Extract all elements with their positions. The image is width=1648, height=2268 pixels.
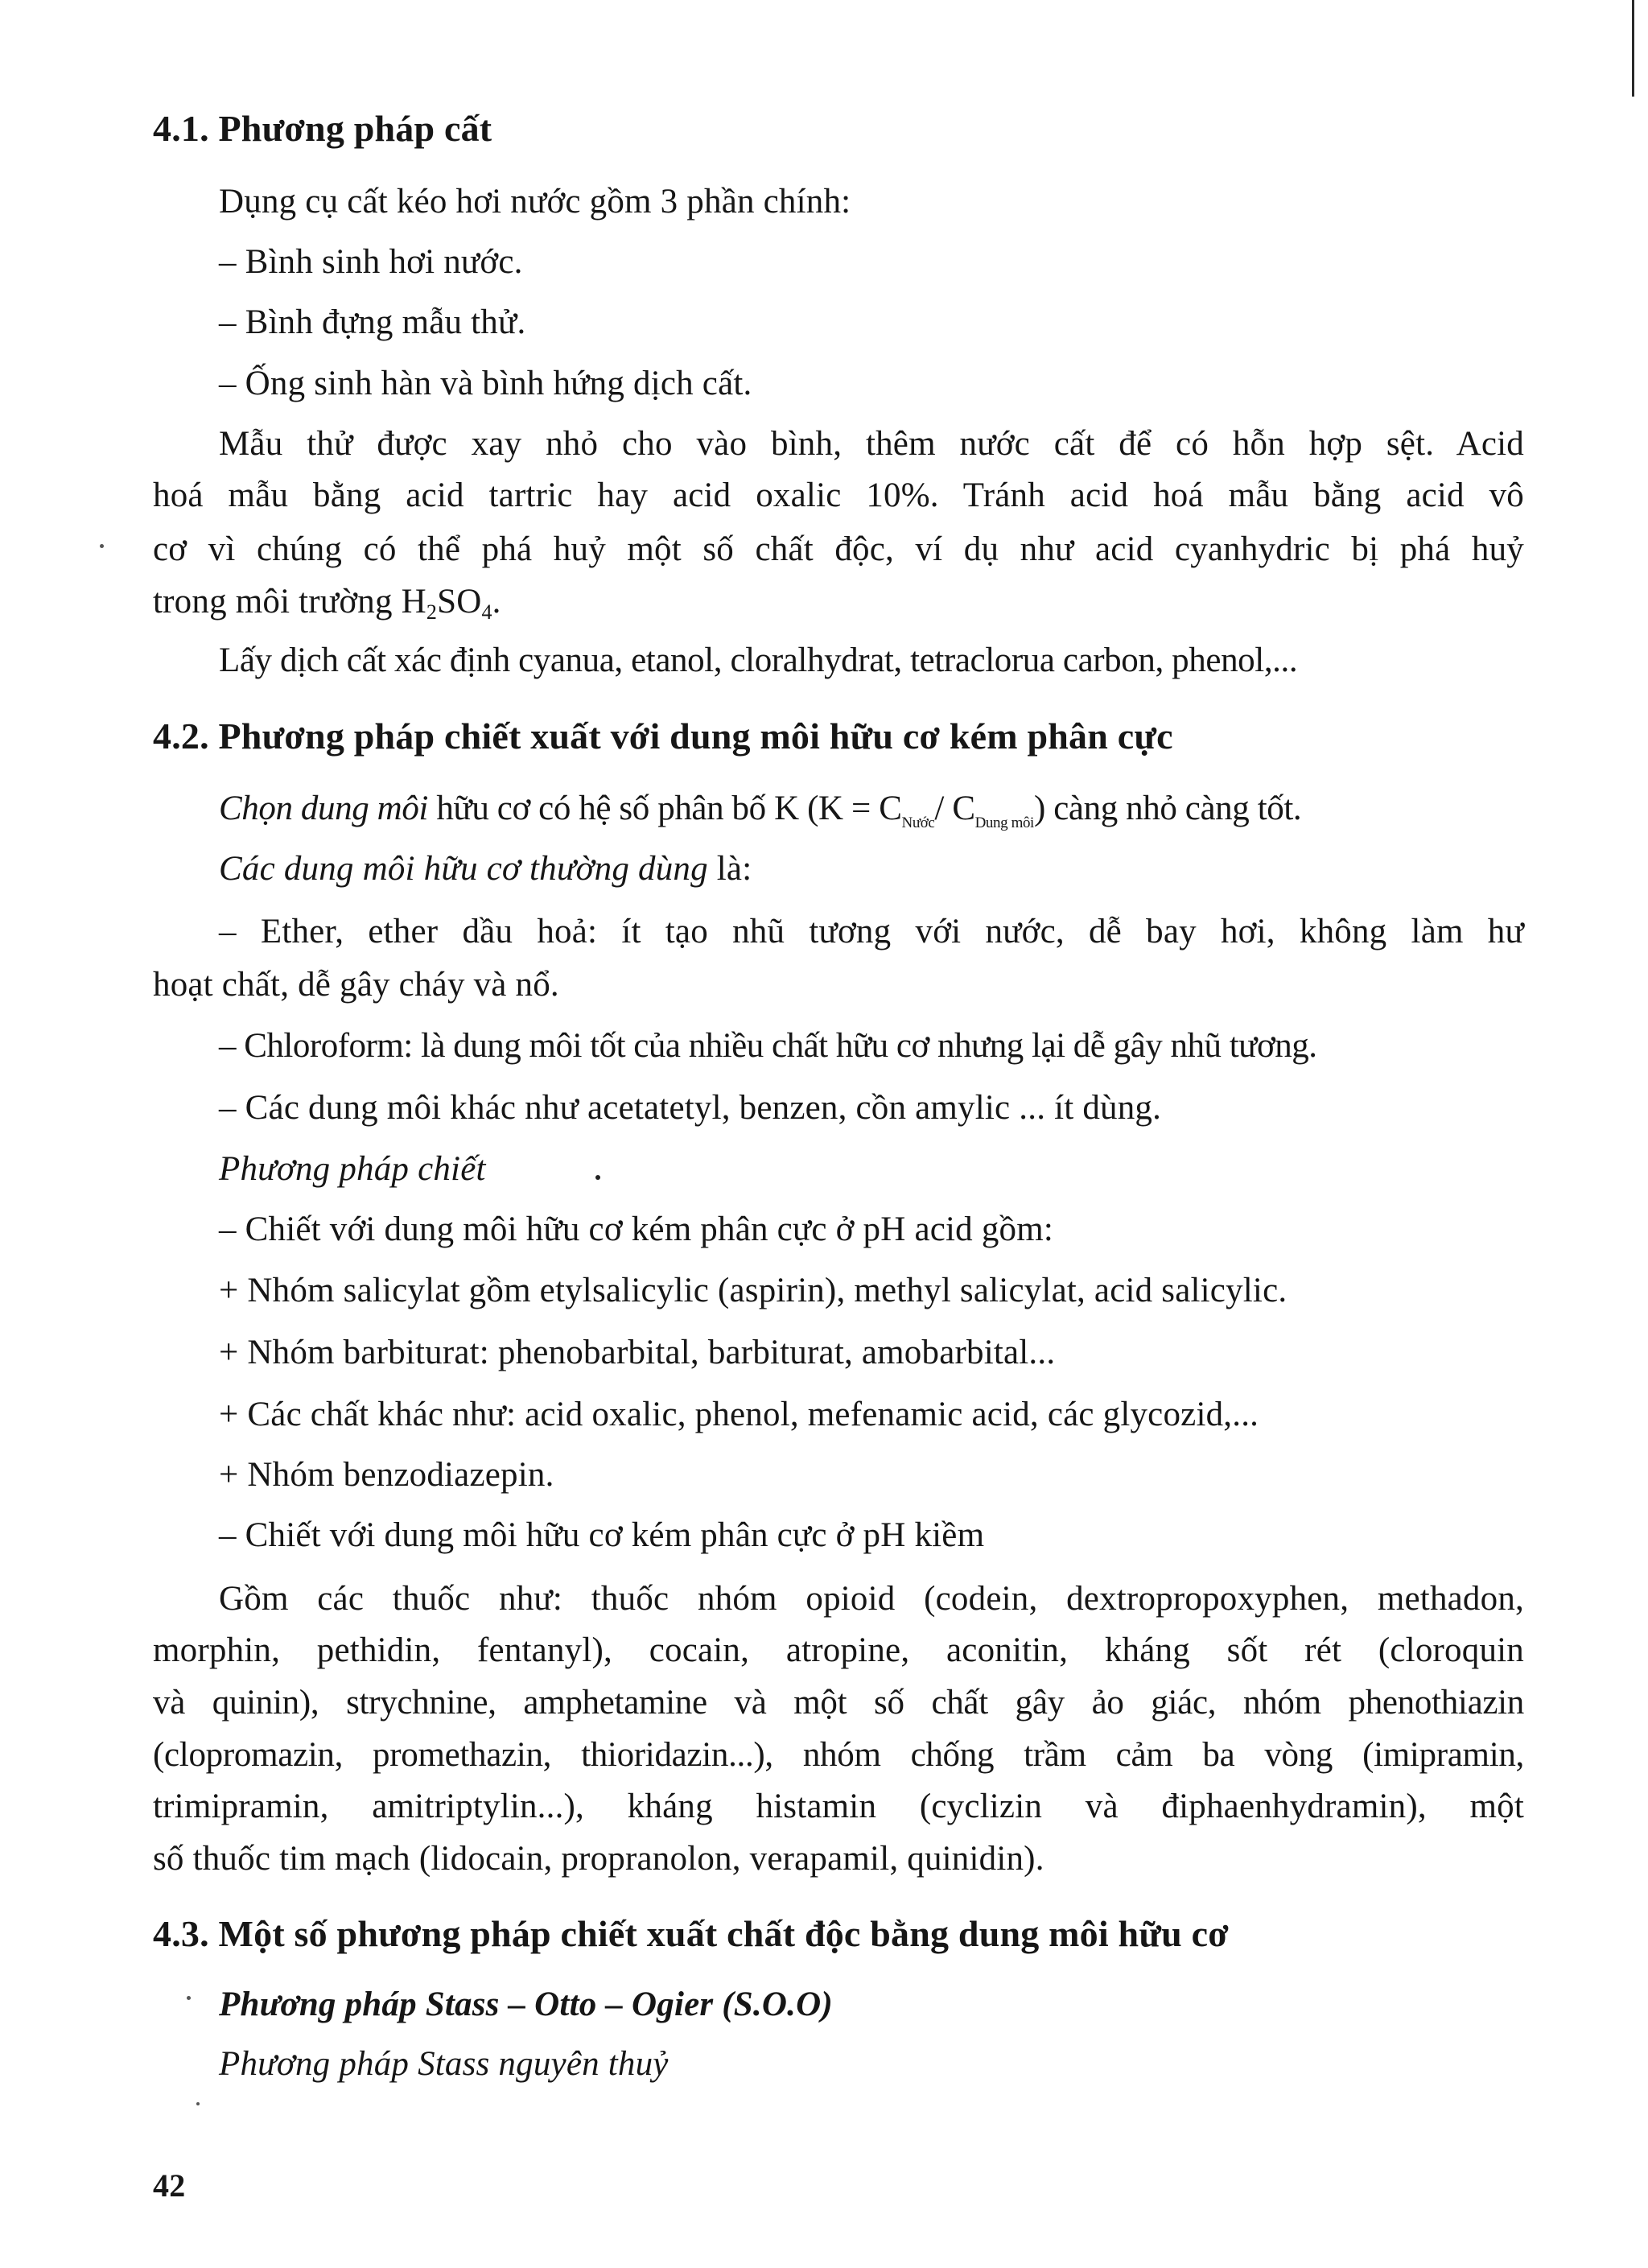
paragraph-distillate: Lấy dịch cất xác định cyanua, etanol, cloralhydrat, tetraclorua carbon, phenol,... [219, 641, 1298, 679]
list-item: + Nhóm barbiturat: phenobarbital, barbiturat, amobarbital... [219, 1334, 1056, 1371]
paragraph-line: số thuốc tim mạch (lidocain, propranolon, verapamil, quinidin). [153, 1840, 1044, 1878]
method-title-stass: Phương pháp Stass nguyên thuỷ [219, 2045, 669, 2083]
list-item: – Các dung môi khác như acetatetyl, benzen, cồn amylic ... ít dùng. [219, 1089, 1162, 1127]
list-item: – Ether, ether dầu hoả: ít tạo nhũ tương với nước, dễ bay hơi, không làm hư [219, 913, 1524, 950]
scan-speck [196, 2102, 200, 2105]
page-number: 42 [153, 2167, 186, 2204]
list-item: + Nhóm benzodiazepin. [219, 1456, 554, 1494]
method-title-soo: Phương pháp Stass – Otto – Ogier (S.O.O) [219, 1986, 833, 2023]
subheading-extraction-method: Phương pháp chiết [219, 1150, 486, 1188]
paragraph-line: morphin, pethidin, fentanyl), cocain, atropine, aconitin, kháng sốt rét (cloroquin [153, 1631, 1524, 1669]
paragraph-intro: Dụng cụ cất kéo hơi nước gồm 3 phần chính: [219, 183, 851, 221]
list-item: + Nhóm salicylat gồm etylsalicylic (aspirin), methyl salicylat, acid salicylic. [219, 1272, 1288, 1309]
paragraph-line: hoá mẫu bằng acid tartric hay acid oxalic 10%. Tránh acid hoá mẫu bằng acid vô [153, 476, 1524, 514]
scan-speck [100, 544, 104, 548]
list-item-continuation: hoạt chất, dễ gây cháy và nổ. [153, 966, 559, 1004]
list-item: + Các chất khác như: acid oxalic, phenol, mefenamic acid, các glycozid,... [219, 1396, 1259, 1433]
scan-speck [187, 1996, 191, 2000]
page-edge-line [1632, 0, 1634, 97]
list-item: – Ống sinh hàn và bình hứng dịch cất. [219, 365, 752, 402]
paragraph-common-solvents: Các dung môi hữu cơ thường dùng là: [219, 850, 752, 888]
paragraph-line: cơ vì chúng có thể phá huỷ một số chất độc, ví dụ như acid cyanhydric bị phá huỷ [153, 530, 1524, 568]
paragraph-partition-coefficient: Chọn dung môi hữu cơ có hệ số phân bố K ($K = C_{Nước}/$ $C_{Dung môi}$) càng nhỏ càng tốt. [219, 790, 1302, 831]
list-item: – Chiết với dung môi hữu cơ kém phân cực ở pH acid gồm: [219, 1210, 1054, 1248]
paragraph-line: Gồm các thuốc như: thuốc nhóm opioid (codein, dextropropoxyphen, methadon, [219, 1580, 1524, 1618]
list-item: – Bình sinh hơi nước. [219, 243, 523, 281]
paragraph-line: Mẫu thử được xay nhỏ cho vào bình, thêm nước cất để có hỗn hợp sệt. Acid [219, 425, 1524, 463]
paragraph-line: (clopromazin, promethazin, thioridazin...), nhóm chống trầm cảm ba vòng (imipramin, [153, 1736, 1524, 1774]
list-item: – Chiết với dung môi hữu cơ kém phân cực ở pH kiềm [219, 1516, 985, 1554]
list-item: – Chloroform: là dung môi tốt của nhiều chất hữu cơ nhưng lại dễ gây nhũ tương. [219, 1027, 1317, 1065]
paragraph-line-formula: trong môi trường $H_2SO_4$. [153, 583, 501, 624]
section-heading-4-1: 4.1. Phương pháp cất [153, 108, 492, 149]
paragraph-line: và quinin), strychnine, amphetamine và một số chất gây ảo giác, nhóm phenothiazin [153, 1684, 1524, 1722]
list-item: – Bình đựng mẫu thử. [219, 303, 526, 341]
paragraph-line: trimipramin, amitriptylin...), kháng histamin (cyclizin và điphaenhydramin), một [153, 1788, 1524, 1825]
scan-speck [595, 1175, 600, 1180]
section-heading-4-2: 4.2. Phương pháp chiết xuất với dung môi hữu cơ kém phân cực [153, 715, 1173, 757]
section-heading-4-3: 4.3. Một số phương pháp chiết xuất chất độc bằng dung môi hữu cơ [153, 1913, 1229, 1954]
